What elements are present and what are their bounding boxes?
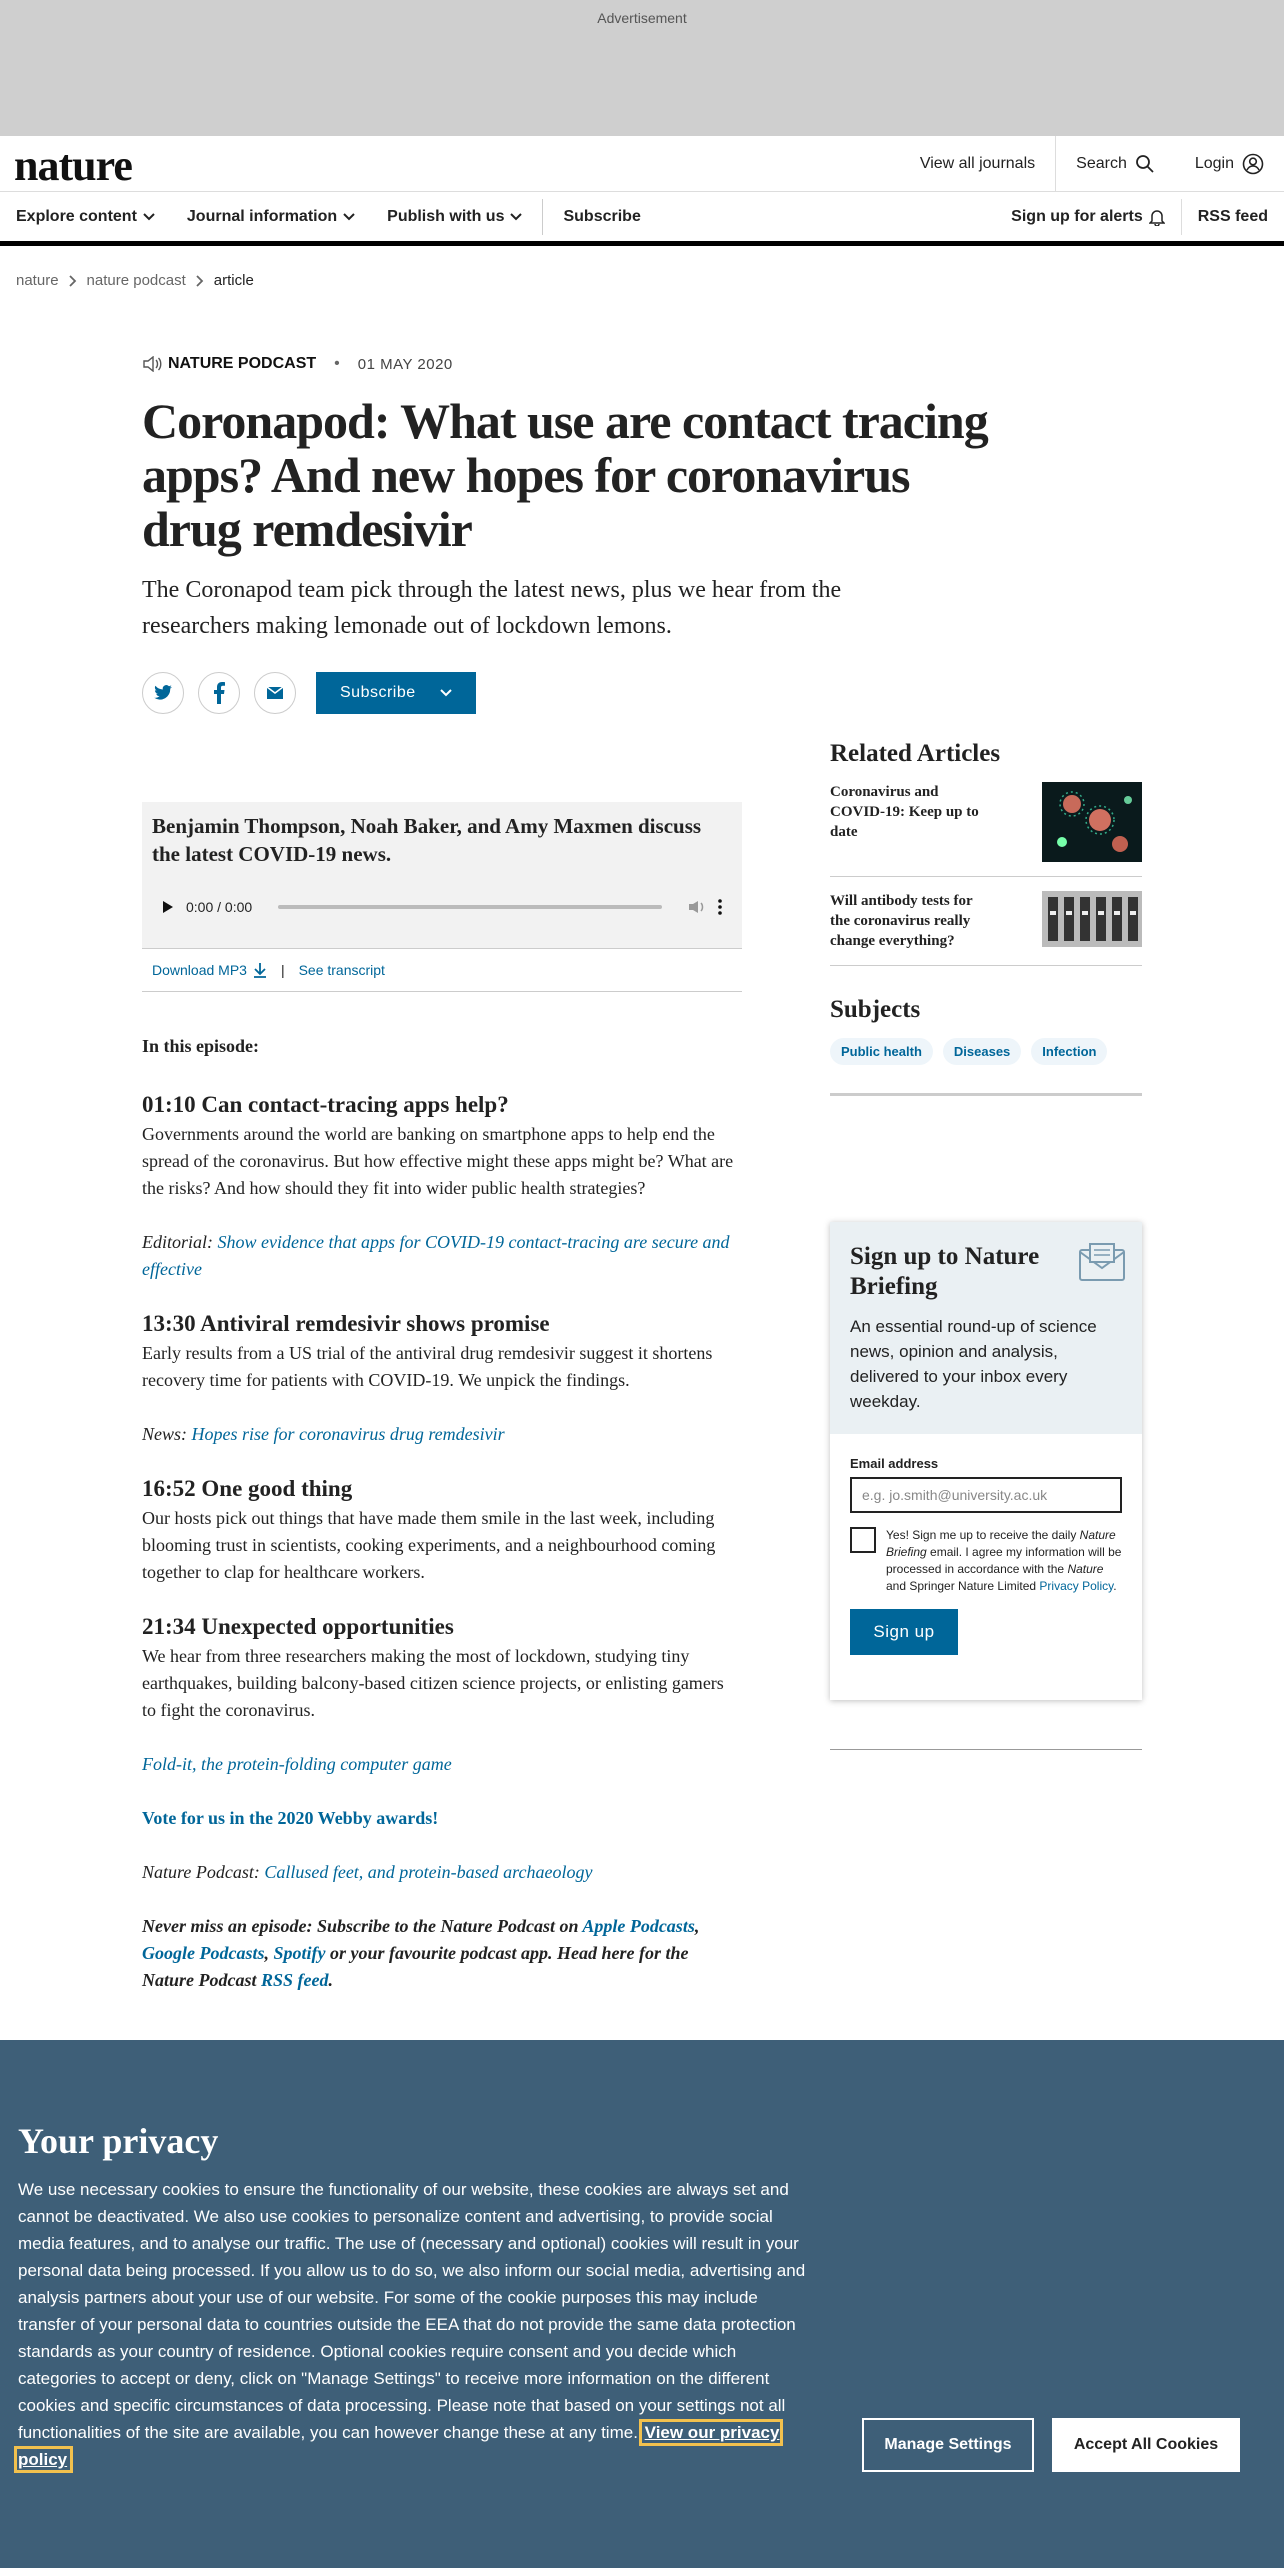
article-standfirst: The Coronapod team pick through the latest news, plus we hear from the researchers making lemonade out of lockdown lemons. <box>142 577 842 639</box>
related-article-1[interactable] <box>830 768 1142 877</box>
share-twitter-button[interactable] <box>142 672 184 714</box>
nav-explore-label: Explore content <box>16 207 137 225</box>
related-articles-heading: Related Articles <box>830 740 1001 767</box>
user-icon <box>1242 153 1264 175</box>
consent-text-nature: Nature <box>1067 1562 1104 1576</box>
segment-1-link-prefix: Editorial: <box>142 1232 218 1252</box>
editorial-link[interactable]: Show evidence that apps for COVID-19 contact-tracing are secure and effective <box>142 1232 730 1279</box>
apple-podcasts-link[interactable]: Apple Podcasts <box>582 1916 695 1936</box>
player-title: Benjamin Thompson, Noah Baker, and Amy Maxmen discuss the latest COVID-19 news. <box>152 814 702 866</box>
article-header: NATURE PODCAST • 01 MAY 2020 Coronapod: What use are contact tracing apps? And new hopes for coronavirus drug remdesivir The Coronapod team pick through the latest news, plus we hear from the researchers making lemonade out of lockdown lemons. Subscribe <box>142 350 1002 714</box>
download-mp3-link[interactable] <box>152 962 267 978</box>
article-type[interactable]: NATURE PODCAST <box>168 355 317 372</box>
breadcrumb-nature[interactable]: nature <box>16 272 59 289</box>
view-all-journals-label: View all journals <box>919 155 1036 172</box>
related-article-1-title[interactable]: Coronavirus and COVID-19: Keep up to date <box>830 784 979 840</box>
segment-2-title: 13:30 Antiviral remdesivir shows promise <box>142 1311 550 1336</box>
cookie-consent-banner <box>0 2040 1284 2568</box>
rss-feed-link[interactable]: RSS feed <box>1197 207 1268 225</box>
webby-line <box>142 1805 742 1832</box>
nav-publish-label: Publish with us <box>387 207 505 225</box>
chevron-down-icon <box>440 689 452 697</box>
sign-up-for-alerts-link[interactable] <box>995 208 1181 226</box>
chevron-down-icon <box>143 213 155 221</box>
volume-icon[interactable] <box>688 900 706 914</box>
article-title: Coronapod: What use are contact tracing apps? And new hopes for coronavirus drug remdesivir <box>142 393 988 557</box>
consent-text <box>886 1527 1122 1595</box>
nav-journal-label: Journal information <box>186 207 338 225</box>
antibody-test-thumbnail <box>1042 891 1142 947</box>
consent-text-b: email. I agree my information will be processed in accordance with the <box>886 1545 1122 1576</box>
never-miss-text-b: or your favourite podcast app. Head here for the Nature Podcast <box>142 1943 689 1990</box>
nav-journal-information[interactable] <box>171 208 371 226</box>
ad-label: Advertisement <box>597 10 687 26</box>
more-options-icon[interactable] <box>718 899 722 915</box>
segment-2-link-prefix: News: <box>142 1424 192 1444</box>
foldit-line <box>142 1751 742 1778</box>
comma-2: , <box>264 1943 274 1963</box>
webby-link[interactable]: Vote for us in the 2020 Webby awards! <box>142 1808 439 1828</box>
publish-date: 01 MAY 2020 <box>357 355 453 373</box>
see-transcript-link[interactable]: See transcript <box>298 961 385 978</box>
facebook-icon <box>213 682 225 704</box>
podcast-player <box>142 802 742 949</box>
chevron-right-icon <box>69 275 77 287</box>
subject-infection[interactable]: Infection <box>1031 1038 1107 1065</box>
sidebar-divider <box>830 1749 1142 1750</box>
newsletter-icon <box>1078 1242 1126 1282</box>
nav-publish-with-us[interactable] <box>371 208 538 226</box>
nature-briefing-signup <box>830 1222 1142 1700</box>
player-links: Download MP3 | See transcript <box>142 948 742 992</box>
episode-content <box>142 1036 742 2021</box>
related-article-2-title[interactable]: Will antibody tests for the coronavirus really change everything? <box>830 893 973 949</box>
privacy-title: Your privacy <box>18 2121 219 2161</box>
google-podcasts-link[interactable]: Google Podcasts <box>142 1943 265 1963</box>
foldit-link[interactable]: Fold-it, the protein-folding computer game <box>142 1754 452 1774</box>
main-navigation <box>0 192 1284 246</box>
view-privacy-policy-link[interactable]: View our privacy policy <box>18 2423 780 2469</box>
search-button[interactable] <box>1056 136 1175 192</box>
consent-text-em: Nature Briefing <box>886 1528 1116 1559</box>
login-label: Login <box>1194 155 1234 172</box>
nav-subscribe[interactable]: Subscribe <box>563 207 641 225</box>
login-button[interactable] <box>1175 136 1284 192</box>
nav-explore-content[interactable] <box>0 208 171 226</box>
segment-3-body: Our hosts pick out things that have made them smile in the last week, including blooming trust in scientists, cooking experiments, and a neighbourhood coming together to clap for healthcare workers. <box>142 1508 716 1582</box>
chevron-right-icon <box>196 275 204 287</box>
privacy-body: We use necessary cookies to ensure the functionality of our website, these cookies are always set and cannot be deactivated. We also use cookies to personalize content and advertising, to provide social media features, and to analyse our traffic. The use of (necessary and optional) cookies will result in your personal data being processed. If you allow us to do so, we also inform our social media, advertising and analysis partners about your use of our website. For some of the cookie purposes this may include transfer of your personal data to countries outside the EEA that do not provide the same data protection standards as your country of residence. Optional cookies require consent and you decide which categories to accept or deny, click on "Manage Settings" to receive more information on the different cookies and specific circumstances of data processing. Please note that based on your settings not all functionalities of the site are available, you can however change these at any time. <box>18 2180 806 2442</box>
breadcrumb-nature-podcast[interactable]: nature podcast <box>86 272 186 289</box>
subjects-heading: Subjects <box>830 996 921 1023</box>
segment-4-body: We hear from three researchers making the most of lockdown, studying tiny earthquakes, building balcony-based citizen science projects, or enlisting gamers to fight the coronavirus. <box>142 1646 724 1720</box>
nature-podcast-link[interactable]: Callused feet, and protein-based archaeology <box>264 1862 593 1882</box>
audio-progress-bar[interactable] <box>278 905 662 909</box>
subscribe-button-label: Subscribe <box>340 684 416 701</box>
play-icon[interactable] <box>162 900 174 914</box>
sign-up-button[interactable]: Sign up <box>850 1609 958 1655</box>
bell-icon <box>1149 208 1165 226</box>
email-label: Email address <box>850 1456 939 1471</box>
breadcrumb <box>16 272 254 289</box>
never-miss-paragraph <box>142 1913 742 1994</box>
coronavirus-thumbnail <box>1042 782 1142 862</box>
site-header <box>0 136 1284 192</box>
alerts-label: Sign up for alerts <box>1011 207 1143 225</box>
segment-2-body: Early results from a US trial of the antiviral drug remdesivir suggest it shortens recovery time for patients with COVID-19. We unpick the findings. <box>142 1343 713 1390</box>
chevron-down-icon <box>343 213 355 221</box>
segment-4-title: 21:34 Unexpected opportunities <box>142 1614 454 1639</box>
consent-checkbox[interactable] <box>850 1527 876 1553</box>
download-mp3-label: Download MP3 <box>152 961 247 978</box>
segment-2-link-line <box>142 1421 742 1448</box>
consent-text-a: Yes! Sign me up to receive the daily <box>886 1528 1080 1542</box>
episode-heading: In this episode: <box>142 1036 260 1056</box>
nature-logo[interactable]: nature <box>14 141 132 190</box>
nature-podcast-prefix: Nature Podcast: <box>142 1862 265 1882</box>
segment-3-title: 16:52 One good thing <box>142 1476 353 1501</box>
segment-1-body: Governments around the world are banking on smartphone apps to help end the spread of the coronavirus. But how effective might these apps might be? What are the risks? And how should they fit into wider public health strategies? <box>142 1124 734 1198</box>
accept-all-cookies-button[interactable]: Accept All Cookies <box>1052 2418 1240 2472</box>
consent-text-d: . <box>1113 1579 1117 1593</box>
share-facebook-button[interactable] <box>198 672 240 714</box>
segment-1-link-line <box>142 1229 742 1283</box>
briefing-description: An essential round-up of science news, opinion and analysis, delivered to your inbox every weekday. <box>850 1317 1097 1411</box>
chevron-down-icon <box>510 213 522 221</box>
download-icon <box>253 962 267 978</box>
never-miss-text-a: Never miss an episode: Subscribe to the Nature Podcast on <box>142 1916 583 1936</box>
search-label: Search <box>1076 155 1127 172</box>
privacy-text <box>18 2176 818 2473</box>
share-email-button[interactable] <box>254 672 296 714</box>
subject-public-health[interactable]: Public health <box>830 1038 933 1065</box>
subject-diseases[interactable]: Diseases <box>943 1038 1021 1065</box>
advertisement-banner <box>0 0 1284 136</box>
privacy-policy-link[interactable]: Privacy Policy <box>1039 1579 1114 1593</box>
breadcrumb-article: article <box>213 272 254 289</box>
email-field[interactable]: e.g. jo.smith@university.ac.uk <box>850 1477 1122 1513</box>
audio-time: 0:00 / 0:00 <box>186 899 253 915</box>
speaker-icon <box>142 356 162 372</box>
nature-podcast-line <box>142 1859 742 1886</box>
comma-1: , <box>694 1916 700 1936</box>
search-icon <box>1135 154 1155 174</box>
twitter-icon <box>153 685 173 701</box>
related-article-2[interactable] <box>830 877 1142 966</box>
manage-settings-button[interactable]: Manage Settings <box>862 2418 1034 2472</box>
briefing-title: Sign up to Nature Briefing <box>850 1243 1040 1300</box>
rss-feed-inline-link[interactable]: RSS feed <box>261 1970 329 1990</box>
audio-controls <box>162 892 722 922</box>
never-miss-period: . <box>328 1970 333 1990</box>
spotify-link[interactable]: Spotify <box>273 1943 326 1963</box>
subscribe-dropdown-button[interactable] <box>316 672 476 714</box>
consent-text-c: and Springer Nature Limited <box>886 1579 1040 1593</box>
segment-1-title: 01:10 Can contact-tracing apps help? <box>142 1092 509 1117</box>
email-icon <box>266 686 284 700</box>
news-link[interactable]: Hopes rise for coronavirus drug remdesivir <box>191 1424 505 1444</box>
view-all-journals-link[interactable] <box>900 136 1055 192</box>
sidebar <box>830 740 1142 1096</box>
